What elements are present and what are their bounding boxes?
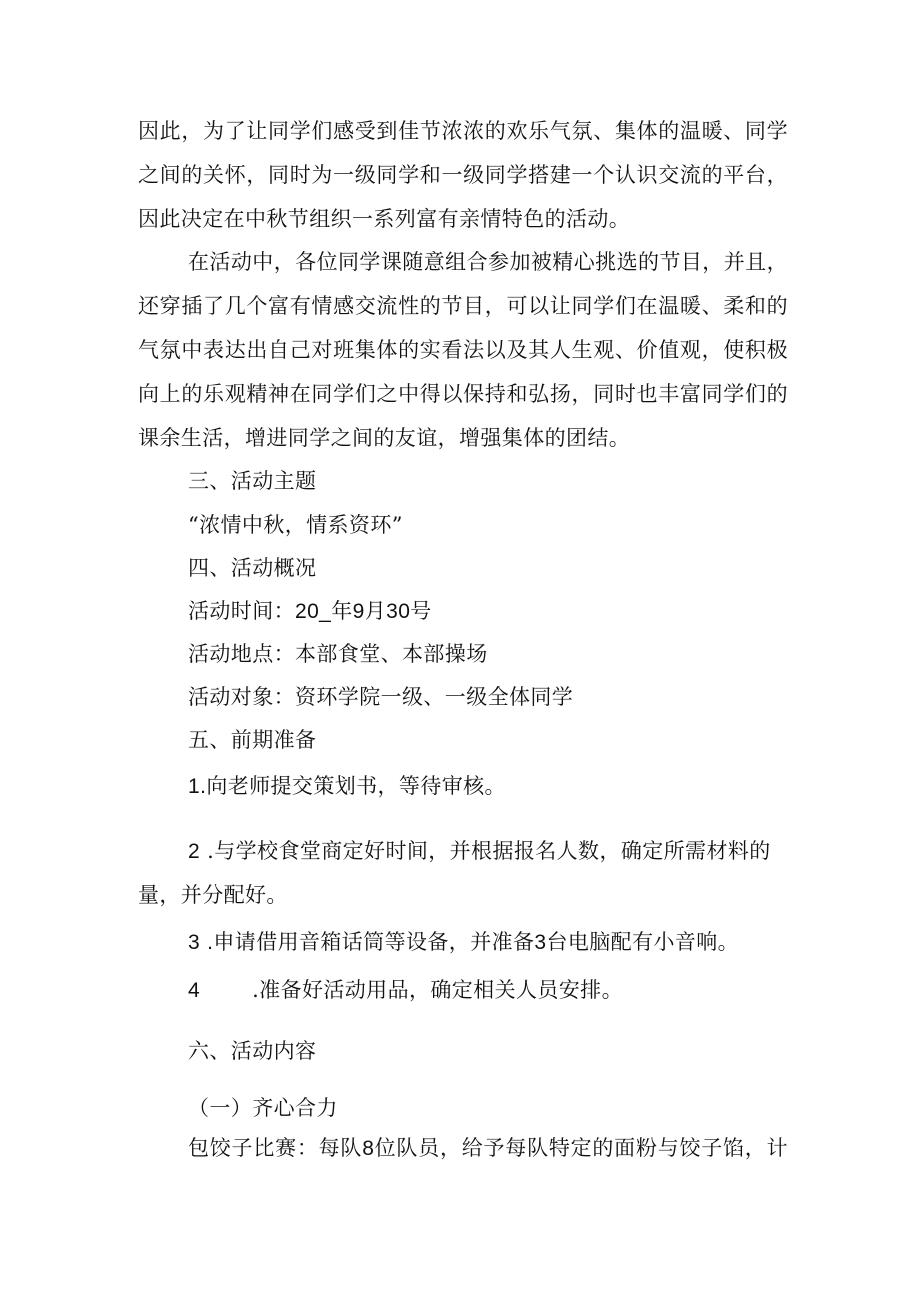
prep-item-2-number: 2 — [188, 840, 201, 863]
activity-place-value: 本部食堂、本部操场 — [295, 642, 488, 666]
prep-item-3 — [188, 927, 739, 958]
prep-item-2-text: .与学校食堂商定好时间，并根据报名人数，确定所需材料的 — [207, 839, 771, 863]
prep-item-3-text: .申请借用音箱话筒等设备，并准备3台电脑配有小音响。 — [207, 931, 740, 954]
prep-item-4-text: .准备好活动用品，确定相关人员安排。 — [252, 978, 623, 1002]
paragraph-2-line-3: 气氛中表达出自己对班集体的实看法以及其人生观、价值观，使积极 — [138, 338, 788, 362]
prep-item-4 — [188, 975, 623, 1006]
paragraph-2-line-5: 课余生活，增进同学之间的友谊，增强集体的团结。 — [138, 426, 631, 450]
paragraph-2-line-1: 在活动中，各位同学课随意组合参加被精心挑选的节目，并且， — [188, 250, 788, 274]
paragraph-1-line-3: 因此决定在中秋节组织一系列富有亲情特色的活动。 — [138, 207, 631, 231]
section-3-heading: 三、活动主题 — [188, 469, 317, 493]
paragraph-2-line-4: 向上的乐观精神在同学们之中得以保持和弘扬，同时也丰富同学们的 — [138, 382, 788, 406]
paragraph-2-line-2: 还穿插了几个富有情感交流性的节目，可以让同学们在温暖、柔和的 — [138, 294, 788, 318]
activity-target — [188, 682, 573, 712]
section-6-heading: 六、活动内容 — [188, 1039, 317, 1063]
dumpling-contest-line: 包饺子比赛：每队8位队员，给予每队特定的面粉与饺子馅，计 — [188, 1137, 788, 1160]
prep-item-3-number: 3 — [188, 931, 201, 954]
paragraph-1-line-2: 之间的关怀，同时为一级同学和一级同学搭建一个认识交流的平台， — [138, 163, 788, 187]
activity-theme: “浓情中秋，情系资环” — [188, 513, 403, 537]
prep-item-1: 1.向老师提交策划书，等待审核。 — [188, 775, 506, 798]
paragraph-1-line-1: 因此，为了让同学们感受到佳节浓浓的欢乐气氛、集体的温暖、同学 — [138, 119, 788, 143]
section-4-heading: 四、活动概况 — [188, 556, 317, 580]
section-5-heading: 五、前期准备 — [188, 728, 317, 752]
activity-time — [188, 596, 432, 627]
activity-place-label: 活动地点： — [188, 642, 295, 666]
activity-time-value: 20_年9月30号 — [295, 600, 432, 623]
activity-place — [188, 639, 488, 669]
prep-item-2-line-1 — [188, 836, 788, 867]
activity-target-value: 资环学院一级、一级全体同学 — [295, 685, 574, 709]
prep-item-4-number: 4 — [188, 979, 201, 1002]
activity-time-label: 活动时间： — [188, 599, 295, 623]
prep-item-2-line-2: 量，并分配好。 — [138, 883, 288, 907]
activity-target-label: 活动对象： — [188, 685, 295, 709]
sub-section-1-heading: （一）齐心合力 — [188, 1096, 338, 1120]
